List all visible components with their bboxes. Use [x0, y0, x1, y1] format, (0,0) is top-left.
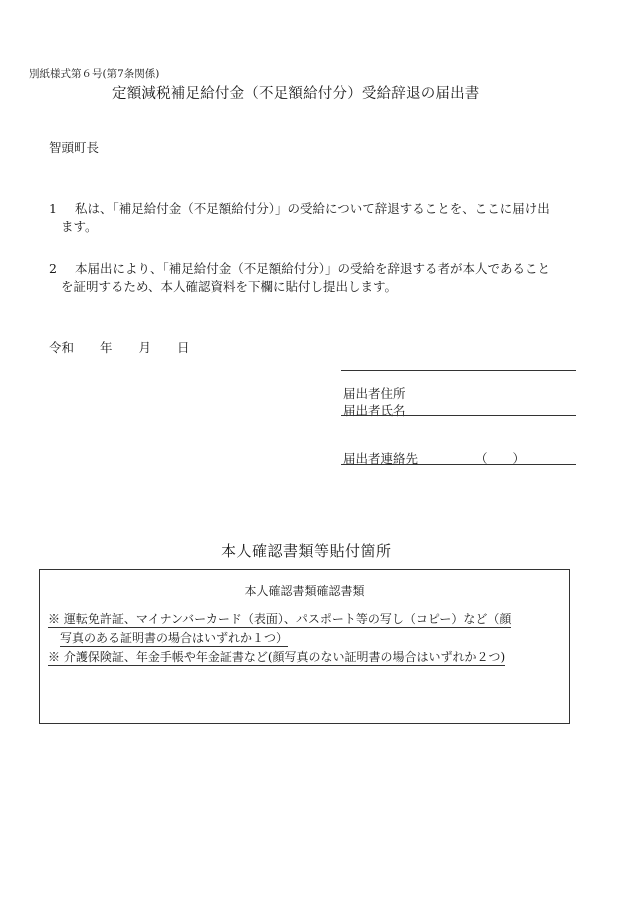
paragraph-number: 1: [49, 201, 57, 216]
paragraph-1: [49, 200, 589, 236]
signature-top-line: [341, 370, 576, 371]
note-2: ※ 介護保険証、年金手帳や年金証書など(顔写真のない証明書の場合はいずれか２つ): [48, 650, 506, 664]
paragraph-2: [49, 260, 589, 296]
document-title: 定額減税補足給付金（不足額給付分）受給辞退の届出書: [112, 86, 480, 102]
date-day: 日: [177, 340, 190, 355]
attachment-box: [39, 569, 570, 724]
applicant-contact-label: 届出者連絡先: [343, 451, 419, 466]
applicant-name-underline: [341, 415, 576, 416]
applicant-address-label: 届出者住所: [343, 386, 406, 401]
paragraph-1-line-1: 1 私は、「補足給付金（不足額給付分）」の受給について辞退することを、ここに届け出: [49, 201, 550, 216]
applicant-name-label: 届出者氏名: [343, 403, 406, 418]
paragraph-1-line-2: ます。: [61, 219, 98, 234]
paragraph-2-line-2: を証明するため、本人確認資料を下欄に貼付し提出します。: [61, 279, 398, 294]
paragraph-number: 2: [49, 261, 57, 276]
addressee: 智頭町長: [49, 140, 100, 155]
note-1-line-2: 写真のある証明書の場合はいずれか１つ）: [60, 631, 289, 645]
date-line: [49, 338, 190, 356]
applicant-contact-underline: [341, 464, 576, 465]
date-year: 年: [100, 340, 113, 355]
attachment-box-heading: 本人確認書類確認書類: [244, 584, 365, 598]
contact-paren: （ ）: [475, 451, 526, 466]
attachment-title: 本人確認書類等貼付箇所: [221, 542, 392, 560]
note-1-line-1: ※ 運転免許証、マイナンバーカード（表面）、パスポート等の写し（コピー）など（顔: [48, 612, 512, 626]
paragraph-2-line-1: 2 本届出により、「補足給付金（不足額給付分）」の受給を辞退する者が本人であること: [49, 261, 551, 276]
form-number: 別紙様式第６号(第7条関係): [29, 68, 160, 80]
date-era: 令和: [49, 340, 75, 355]
date-month: 月: [138, 340, 152, 355]
